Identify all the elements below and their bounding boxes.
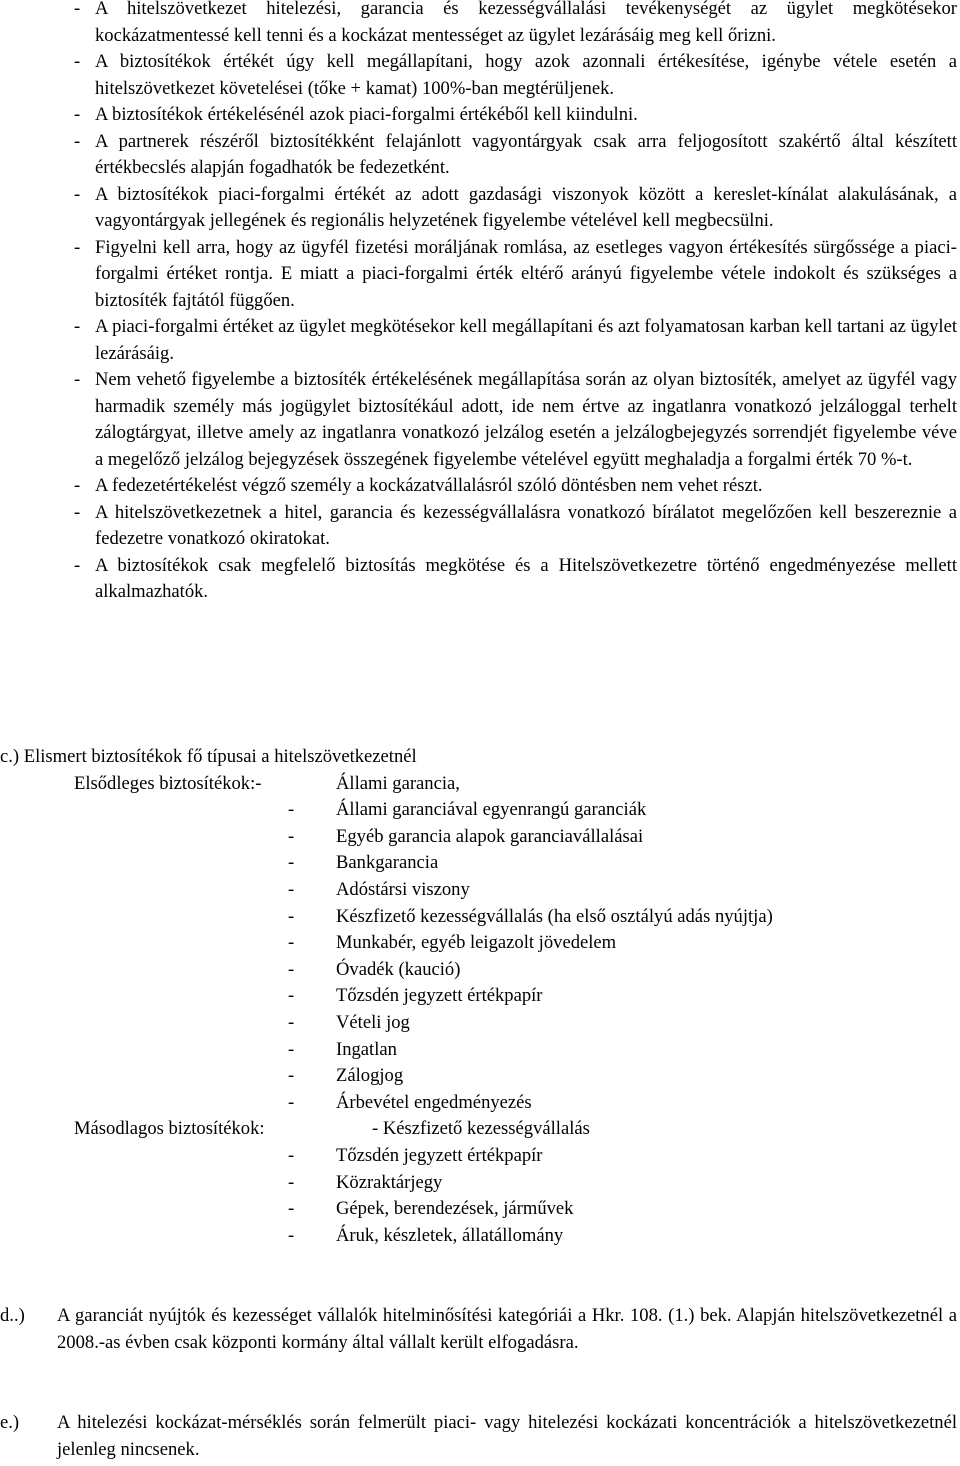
section-e-label: e.) bbox=[0, 1412, 20, 1433]
primary-collateral-item bbox=[288, 983, 543, 1010]
item-dash: - bbox=[288, 1012, 295, 1033]
bullet-item bbox=[74, 49, 957, 102]
bullet-item bbox=[74, 182, 957, 235]
item-text: Bankgarancia bbox=[336, 852, 439, 874]
bullet-dash: - bbox=[74, 475, 81, 496]
secondary-collateral-label: Másodlagos biztosítékok: bbox=[74, 1118, 265, 1140]
item-dash: - bbox=[288, 825, 295, 847]
primary-collateral-item bbox=[288, 957, 460, 984]
bullet-text: A biztosítékok értékelésénél azok piaci-forgalmi értékéből kell kiindulni. bbox=[95, 104, 638, 125]
item-text: Egyéb garancia alapok garanciavállalásai bbox=[336, 825, 644, 847]
item-dash: - bbox=[288, 879, 295, 900]
item-text: Ingatlan bbox=[336, 1038, 397, 1060]
bullet-item bbox=[74, 473, 957, 500]
item-text: Közraktárjegy bbox=[336, 1171, 443, 1193]
bullet-text: Nem vehető figyelembe a biztosíték értékelésének megállapítása során az olyan biztosíték, amelyet az ügyfél vagy harmadik személy más jogügylet biztosítékául adott, ide nem értve az ingatlanra vonatkozó jelzáloggal terhelt zálogtárgyat, illetve amely az ingatlanra vonatkozó jelzálog esetén a jelzálogbejegyzés sorrendjét figyelembe véve a megelőző jelzálog bejegyzések összegének figyelembe vételével együtt meghaladja a forgalmi érték 70 %-t. bbox=[95, 369, 957, 470]
bullet-text: A partnerek részéről biztosítékként felajánlott vagyontárgyak csak arra feljogosított szakértő által készített értékbecslés alapján fogadhatók be fedezetként. bbox=[95, 130, 957, 178]
bullet-dash: - bbox=[74, 501, 81, 523]
bullet-dash: - bbox=[74, 554, 81, 576]
section-d bbox=[0, 1303, 957, 1356]
primary-collateral-item bbox=[288, 1037, 397, 1064]
item-dash: - bbox=[288, 1224, 295, 1246]
primary-collateral-label: Elsődleges biztosítékok:- bbox=[74, 772, 262, 794]
bullet-item bbox=[74, 500, 957, 553]
section-d-label: d..) bbox=[0, 1305, 25, 1326]
item-text: Áruk, készletek, állatállomány bbox=[336, 1224, 564, 1246]
item-dash: - bbox=[288, 985, 295, 1007]
bullet-item bbox=[74, 102, 957, 129]
item-text: Tőzsdén jegyzett értékpapír bbox=[336, 1145, 543, 1166]
bullet-text: A biztosítékok értékét úgy kell megállapítani, hogy azok azonnali értékesítése, igénybe vétele esetén a hitelszövetkezet követelései (tőke + kamat) 100%-ban megtérüljenek. bbox=[95, 51, 957, 99]
primary-collateral-item bbox=[288, 850, 438, 877]
item-text: Óvadék (kaució) bbox=[336, 958, 461, 980]
item-dash: - bbox=[288, 958, 295, 980]
item-dash: - bbox=[288, 799, 295, 821]
bullet-item bbox=[74, 367, 957, 473]
bullet-text: Figyelni kell arra, hogy az ügyfél fizetési moráljának romlása, az esetleges vagyon értékesítés sürgőssége a piaci-forgalmi értéket rontja. E miatt a piaci-forgalmi érték eltérő arányú figyelembe vétele indokolt és szükséges a biztosíték fajtától függően. bbox=[95, 236, 957, 311]
primary-collateral-item bbox=[288, 930, 616, 957]
secondary-collateral-item bbox=[288, 1196, 573, 1223]
section-d-text: A garanciát nyújtók és kezességet vállalók hitelminősítési kategóriái a Hkr. 108. (1.) bek. Alapján hitelszövetkezetnél a 2008.-as évben csak központi kormány által vállalt került elfogadásra. bbox=[57, 1305, 957, 1353]
bullet-dash: - bbox=[74, 183, 81, 205]
bullet-item bbox=[74, 235, 957, 315]
bullet-dash: - bbox=[74, 316, 81, 337]
bullet-dash: - bbox=[74, 369, 81, 390]
item-text: Gépek, berendezések, járművek bbox=[336, 1198, 574, 1220]
item-dash: - bbox=[288, 1091, 295, 1113]
primary-collateral-item bbox=[288, 1010, 410, 1037]
item-dash: - bbox=[288, 1038, 295, 1060]
bullet-text: A piaci-forgalmi értéket az ügylet megkötésekor kell megállapítani és azt folyamatosan karban kell tartani az ügylet lezárásáig. bbox=[95, 316, 957, 364]
bullet-text: A hitelszövetkezetnek a hitel, garancia és kezességvállalásra vonatkozó bírálatot megelőzően kell beszereznie a fedezetre vonatkozó okiratokat. bbox=[95, 501, 957, 549]
item-text: Állami garanciával egyenrangú garanciák bbox=[336, 799, 647, 821]
bullet-dash: - bbox=[74, 104, 81, 125]
primary-collateral-item bbox=[288, 1090, 532, 1117]
item-text: Zálogjog bbox=[336, 1065, 404, 1087]
item-text: Tőzsdén jegyzett értékpapír bbox=[336, 985, 543, 1007]
item-text: Árbevétel engedményezés bbox=[336, 1091, 532, 1113]
bullet-dash: - bbox=[74, 51, 81, 72]
item-dash: - bbox=[288, 932, 295, 954]
item-dash: - bbox=[288, 852, 295, 874]
item-dash: - bbox=[288, 1145, 295, 1166]
secondary-collateral-item bbox=[288, 1170, 442, 1197]
item-dash: - bbox=[288, 905, 295, 927]
bullet-text: A hitelszövetkezet hitelezési, garancia és kezességvállalási tevékenységét az ügylet megkötésekor kockázatmentessé kell tenni és a kockázat mentességet az ügylet lezárásáig meg kell őrizni. bbox=[95, 0, 957, 46]
bullet-text: A biztosítékok csak megfelelő biztosítás megkötése és a Hitelszövetkezetre történő engedményezése mellett alkalmazhatók. bbox=[95, 554, 957, 602]
primary-collateral-item: Állami garancia, bbox=[336, 772, 460, 794]
secondary-collateral-item bbox=[288, 1223, 563, 1250]
section-c-heading: c.) Elismert biztosítékok fő típusai a hitelszövetkezetnél bbox=[0, 746, 417, 767]
item-dash: - bbox=[288, 1065, 295, 1087]
bullet-item bbox=[74, 314, 957, 367]
bullet-text: A biztosítékok piaci-forgalmi értékét az adott gazdasági viszonyok között a kereslet-kínálat alakulásának, a vagyontárgyak jellegének és regionális helyzetének figyelembe vételével kell megbecsülni. bbox=[95, 183, 957, 231]
bullet-item bbox=[74, 129, 957, 182]
item-text: Készfizető kezességvállalás (ha első osztályú adás nyújtja) bbox=[336, 905, 773, 927]
primary-collateral-item bbox=[288, 877, 470, 904]
bullet-list bbox=[74, 0, 957, 606]
primary-collateral-item bbox=[288, 797, 646, 824]
item-text: Munkabér, egyéb leigazolt jövedelem bbox=[336, 932, 617, 954]
secondary-collateral-item: - Készfizető kezességvállalás bbox=[372, 1118, 590, 1140]
bullet-dash: - bbox=[74, 0, 81, 19]
primary-collateral-item bbox=[288, 904, 773, 931]
item-text: Adóstársi viszony bbox=[336, 879, 470, 900]
section-e bbox=[0, 1410, 957, 1463]
bullet-dash: - bbox=[74, 130, 81, 152]
bullet-item bbox=[74, 553, 957, 606]
item-text: Vételi jog bbox=[336, 1012, 410, 1033]
section-e-text: A hitelezési kockázat-mérséklés során felmerült piaci- vagy hitelezési kockázati koncentrációk a hitelszövetkezetnél jelenleg nincsenek. bbox=[57, 1412, 957, 1460]
bullet-dash: - bbox=[74, 236, 81, 258]
bullet-item bbox=[74, 0, 957, 49]
secondary-collateral-item bbox=[288, 1143, 543, 1170]
item-dash: - bbox=[288, 1198, 295, 1220]
bullet-text: A fedezetértékelést végző személy a kockázatvállalásról szóló döntésben nem vehet részt. bbox=[95, 475, 763, 496]
primary-collateral-item bbox=[288, 824, 643, 851]
item-dash: - bbox=[288, 1171, 295, 1193]
primary-collateral-item bbox=[288, 1063, 403, 1090]
